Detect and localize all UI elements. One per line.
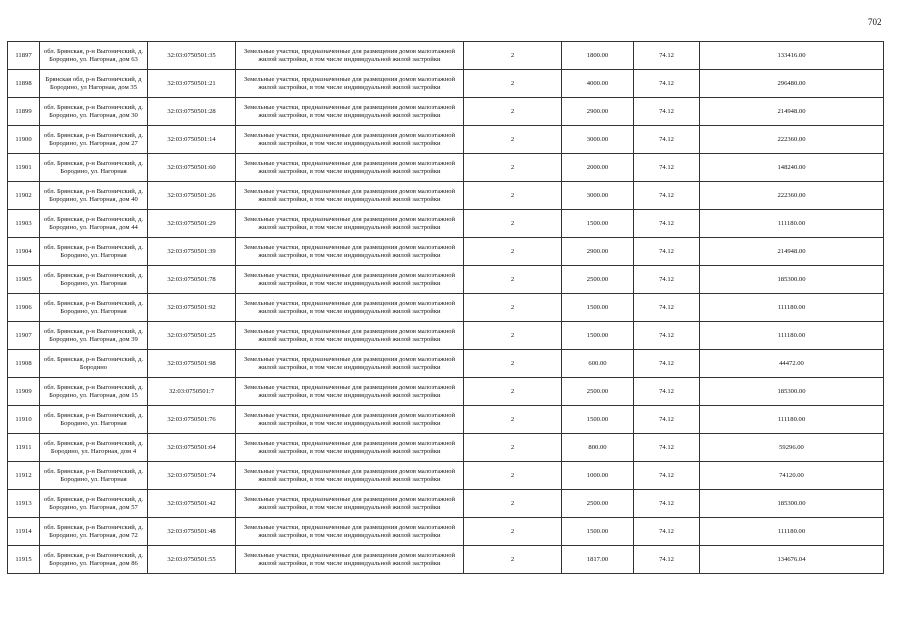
row-number: 11912 <box>8 462 40 490</box>
rate-cell: 74.12 <box>634 126 700 154</box>
cadastral-number-cell: 32:03:0750501:28 <box>148 98 236 126</box>
rate-cell: 74.12 <box>634 462 700 490</box>
area-cell: 3000.00 <box>562 126 634 154</box>
area-cell: 1000.00 <box>562 462 634 490</box>
cadastral-value-cell: 59296.00 <box>700 434 884 462</box>
land-registry-table <box>7 41 884 574</box>
table-row <box>8 42 884 70</box>
category-cell: 2 <box>464 182 562 210</box>
cadastral-value-cell: 111180.00 <box>700 322 884 350</box>
table-row <box>8 182 884 210</box>
table-row <box>8 154 884 182</box>
address-cell: обл. Брянская, р-н Выгоничский, д. Бородино, ул. Нагорная, дом 44 <box>40 210 148 238</box>
address-cell: обл. Брянская, р-н Выгоничский, д. Бородино, ул. Нагорная, дом 4 <box>40 434 148 462</box>
category-cell: 2 <box>464 126 562 154</box>
address-cell: обл. Брянская, р-н Выгоничский, д. Бородино, ул. Нагорная, дом 15 <box>40 378 148 406</box>
table-row <box>8 210 884 238</box>
area-cell: 800.00 <box>562 434 634 462</box>
area-cell: 600.00 <box>562 350 634 378</box>
land-use-cell: Земельные участки, предназначенные для размещения домов малоэтажной жилой застройки, в том числе индивидуальной жилой застройки <box>236 238 464 266</box>
row-number: 11906 <box>8 294 40 322</box>
land-use-cell: Земельные участки, предназначенные для размещения домов малоэтажной жилой застройки, в том числе индивидуальной жилой застройки <box>236 182 464 210</box>
cadastral-number-cell: 32:03:0750501:7 <box>148 378 236 406</box>
address-cell: обл. Брянская, р-н Выгоничский, д. Бородино, ул. Нагорная <box>40 462 148 490</box>
address-cell: обл. Брянская, р-н Выгоничский, д. Бородино, ул. Нагорная, дом 40 <box>40 182 148 210</box>
table-row <box>8 350 884 378</box>
category-cell: 2 <box>464 350 562 378</box>
row-number: 11898 <box>8 70 40 98</box>
table-row <box>8 462 884 490</box>
row-number: 11907 <box>8 322 40 350</box>
category-cell: 2 <box>464 70 562 98</box>
table-row <box>8 322 884 350</box>
cadastral-number-cell: 32:03:0750501:14 <box>148 126 236 154</box>
table-row <box>8 518 884 546</box>
rate-cell: 74.12 <box>634 154 700 182</box>
row-number: 11905 <box>8 266 40 294</box>
cadastral-number-cell: 32:03:0750501:55 <box>148 546 236 574</box>
cadastral-value-cell: 222360.00 <box>700 182 884 210</box>
cadastral-number-cell: 32:03:0750501:64 <box>148 434 236 462</box>
rate-cell: 74.12 <box>634 546 700 574</box>
category-cell: 2 <box>464 98 562 126</box>
table-row <box>8 378 884 406</box>
land-use-cell: Земельные участки, предназначенные для размещения домов малоэтажной жилой застройки, в том числе индивидуальной жилой застройки <box>236 42 464 70</box>
row-number: 11903 <box>8 210 40 238</box>
cadastral-value-cell: 44472.00 <box>700 350 884 378</box>
rate-cell: 74.12 <box>634 294 700 322</box>
table-row <box>8 546 884 574</box>
land-use-cell: Земельные участки, предназначенные для размещения домов малоэтажной жилой застройки, в том числе индивидуальной жилой застройки <box>236 294 464 322</box>
cadastral-value-cell: 74120.00 <box>700 462 884 490</box>
land-use-cell: Земельные участки, предназначенные для размещения домов малоэтажной жилой застройки, в том числе индивидуальной жилой застройки <box>236 434 464 462</box>
cadastral-value-cell: 111180.00 <box>700 406 884 434</box>
address-cell: обл. Брянская, р-н Выгоничский, д. Бородино, ул. Нагорная <box>40 406 148 434</box>
table-row <box>8 70 884 98</box>
rate-cell: 74.12 <box>634 322 700 350</box>
address-cell: обл. Брянская, р-н Выгоничский, д. Бородино, ул. Нагорная, дом 63 <box>40 42 148 70</box>
cadastral-value-cell: 111180.00 <box>700 294 884 322</box>
rate-cell: 74.12 <box>634 518 700 546</box>
area-cell: 1800.00 <box>562 42 634 70</box>
land-use-cell: Земельные участки, предназначенные для размещения домов малоэтажной жилой застройки, в том числе индивидуальной жилой застройки <box>236 406 464 434</box>
rate-cell: 74.12 <box>634 70 700 98</box>
address-cell: обл. Брянская, р-н Выгоничский, д. Бородино, ул. Нагорная, дом 39 <box>40 322 148 350</box>
land-use-cell: Земельные участки, предназначенные для размещения домов малоэтажной жилой застройки, в том числе индивидуальной жилой застройки <box>236 378 464 406</box>
category-cell: 2 <box>464 518 562 546</box>
address-cell: обл. Брянская, р-н Выгоничский, д. Бородино, ул. Нагорная <box>40 154 148 182</box>
area-cell: 2900.00 <box>562 238 634 266</box>
cadastral-number-cell: 32:03:0750501:92 <box>148 294 236 322</box>
address-cell: обл. Брянская, р-н Выгоничский, д. Бородино, ул. Нагорная <box>40 266 148 294</box>
cadastral-number-cell: 32:03:0750501:76 <box>148 406 236 434</box>
category-cell: 2 <box>464 434 562 462</box>
cadastral-number-cell: 32:03:0750501:39 <box>148 238 236 266</box>
row-number: 11902 <box>8 182 40 210</box>
address-cell: обл. Брянская, р-н Выгоничский, д. Бородино, ул. Нагорная, дом 57 <box>40 490 148 518</box>
category-cell: 2 <box>464 210 562 238</box>
rate-cell: 74.12 <box>634 350 700 378</box>
cadastral-number-cell: 32:03:0750501:25 <box>148 322 236 350</box>
cadastral-value-cell: 185300.00 <box>700 378 884 406</box>
cadastral-number-cell: 32:03:0750501:29 <box>148 210 236 238</box>
table-row <box>8 126 884 154</box>
rate-cell: 74.12 <box>634 98 700 126</box>
address-cell: Брянская обл, р-н Выгоничский, д Бородино, ул Нагорная, дом 35 <box>40 70 148 98</box>
cadastral-value-cell: 148240.00 <box>700 154 884 182</box>
row-number: 11904 <box>8 238 40 266</box>
land-use-cell: Земельные участки, предназначенные для размещения домов малоэтажной жилой застройки, в том числе индивидуальной жилой застройки <box>236 546 464 574</box>
cadastral-number-cell: 32:03:0750501:98 <box>148 350 236 378</box>
area-cell: 1500.00 <box>562 406 634 434</box>
table-row <box>8 406 884 434</box>
row-number: 11911 <box>8 434 40 462</box>
row-number: 11909 <box>8 378 40 406</box>
address-cell: обл. Брянская, р-н Выгоничский, д. Бородино, ул. Нагорная <box>40 294 148 322</box>
rate-cell: 74.12 <box>634 182 700 210</box>
cadastral-value-cell: 133416.00 <box>700 42 884 70</box>
table-row <box>8 490 884 518</box>
area-cell: 2500.00 <box>562 490 634 518</box>
row-number: 11910 <box>8 406 40 434</box>
rate-cell: 74.12 <box>634 406 700 434</box>
table-row <box>8 434 884 462</box>
land-use-cell: Земельные участки, предназначенные для размещения домов малоэтажной жилой застройки, в том числе индивидуальной жилой застройки <box>236 70 464 98</box>
category-cell: 2 <box>464 42 562 70</box>
row-number: 11897 <box>8 42 40 70</box>
area-cell: 1500.00 <box>562 518 634 546</box>
cadastral-value-cell: 185300.00 <box>700 266 884 294</box>
category-cell: 2 <box>464 154 562 182</box>
area-cell: 2000.00 <box>562 154 634 182</box>
category-cell: 2 <box>464 490 562 518</box>
rate-cell: 74.12 <box>634 238 700 266</box>
area-cell: 1500.00 <box>562 322 634 350</box>
land-use-cell: Земельные участки, предназначенные для размещения домов малоэтажной жилой застройки, в том числе индивидуальной жилой застройки <box>236 210 464 238</box>
area-cell: 4000.00 <box>562 70 634 98</box>
address-cell: обл. Брянская, р-н Выгоничский, д. Бородино <box>40 350 148 378</box>
cadastral-number-cell: 32:03:0750501:60 <box>148 154 236 182</box>
address-cell: обл. Брянская, р-н Выгоничский, д. Бородино, ул. Нагорная, дом 30 <box>40 98 148 126</box>
page-number: 702 <box>868 17 882 27</box>
row-number: 11901 <box>8 154 40 182</box>
category-cell: 2 <box>464 546 562 574</box>
cadastral-number-cell: 32:03:0750501:78 <box>148 266 236 294</box>
area-cell: 3000.00 <box>562 182 634 210</box>
address-cell: обл. Брянская, р-н Выгоничский, д. Бородино, ул. Нагорная, дом 27 <box>40 126 148 154</box>
cadastral-value-cell: 214948.00 <box>700 238 884 266</box>
cadastral-value-cell: 214948.00 <box>700 98 884 126</box>
area-cell: 1817.00 <box>562 546 634 574</box>
land-use-cell: Земельные участки, предназначенные для размещения домов малоэтажной жилой застройки, в том числе индивидуальной жилой застройки <box>236 350 464 378</box>
cadastral-number-cell: 32:03:0750501:42 <box>148 490 236 518</box>
cadastral-number-cell: 32:03:0750501:74 <box>148 462 236 490</box>
rate-cell: 74.12 <box>634 490 700 518</box>
area-cell: 1500.00 <box>562 210 634 238</box>
rate-cell: 74.12 <box>634 434 700 462</box>
address-cell: обл. Брянская, р-н Выгоничский, д. Бородино, ул. Нагорная, дом 86 <box>40 546 148 574</box>
table-row <box>8 294 884 322</box>
category-cell: 2 <box>464 406 562 434</box>
address-cell: обл. Брянская, р-н Выгоничский, д. Бородино, ул. Нагорная <box>40 238 148 266</box>
land-use-cell: Земельные участки, предназначенные для размещения домов малоэтажной жилой застройки, в том числе индивидуальной жилой застройки <box>236 98 464 126</box>
category-cell: 2 <box>464 294 562 322</box>
area-cell: 2500.00 <box>562 378 634 406</box>
cadastral-value-cell: 111180.00 <box>700 210 884 238</box>
category-cell: 2 <box>464 462 562 490</box>
rate-cell: 74.12 <box>634 266 700 294</box>
table-row <box>8 238 884 266</box>
cadastral-value-cell: 296480.00 <box>700 70 884 98</box>
land-use-cell: Земельные участки, предназначенные для размещения домов малоэтажной жилой застройки, в том числе индивидуальной жилой застройки <box>236 490 464 518</box>
cadastral-number-cell: 32:03:0750501:48 <box>148 518 236 546</box>
row-number: 11900 <box>8 126 40 154</box>
row-number: 11915 <box>8 546 40 574</box>
cadastral-value-cell: 134676.04 <box>700 546 884 574</box>
area-cell: 1500.00 <box>562 294 634 322</box>
area-cell: 2500.00 <box>562 266 634 294</box>
row-number: 11914 <box>8 518 40 546</box>
category-cell: 2 <box>464 322 562 350</box>
rate-cell: 74.12 <box>634 378 700 406</box>
row-number: 11913 <box>8 490 40 518</box>
land-use-cell: Земельные участки, предназначенные для размещения домов малоэтажной жилой застройки, в том числе индивидуальной жилой застройки <box>236 462 464 490</box>
rate-cell: 74.12 <box>634 42 700 70</box>
area-cell: 2900.00 <box>562 98 634 126</box>
cadastral-value-cell: 111180.00 <box>700 518 884 546</box>
row-number: 11899 <box>8 98 40 126</box>
category-cell: 2 <box>464 238 562 266</box>
cadastral-number-cell: 32:03:0750501:26 <box>148 182 236 210</box>
land-use-cell: Земельные участки, предназначенные для размещения домов малоэтажной жилой застройки, в том числе индивидуальной жилой застройки <box>236 322 464 350</box>
cadastral-value-cell: 222360.00 <box>700 126 884 154</box>
table-row <box>8 98 884 126</box>
land-use-cell: Земельные участки, предназначенные для размещения домов малоэтажной жилой застройки, в том числе индивидуальной жилой застройки <box>236 266 464 294</box>
row-number: 11908 <box>8 350 40 378</box>
cadastral-value-cell: 185300.00 <box>700 490 884 518</box>
land-use-cell: Земельные участки, предназначенные для размещения домов малоэтажной жилой застройки, в том числе индивидуальной жилой застройки <box>236 154 464 182</box>
table-row <box>8 266 884 294</box>
address-cell: обл. Брянская, р-н Выгоничский, д. Бородино, ул. Нагорная, дом 72 <box>40 518 148 546</box>
cadastral-number-cell: 32:03:0750501:21 <box>148 70 236 98</box>
cadastral-number-cell: 32:03:0750501:35 <box>148 42 236 70</box>
category-cell: 2 <box>464 266 562 294</box>
category-cell: 2 <box>464 378 562 406</box>
rate-cell: 74.12 <box>634 210 700 238</box>
land-use-cell: Земельные участки, предназначенные для размещения домов малоэтажной жилой застройки, в том числе индивидуальной жилой застройки <box>236 518 464 546</box>
land-use-cell: Земельные участки, предназначенные для размещения домов малоэтажной жилой застройки, в том числе индивидуальной жилой застройки <box>236 126 464 154</box>
